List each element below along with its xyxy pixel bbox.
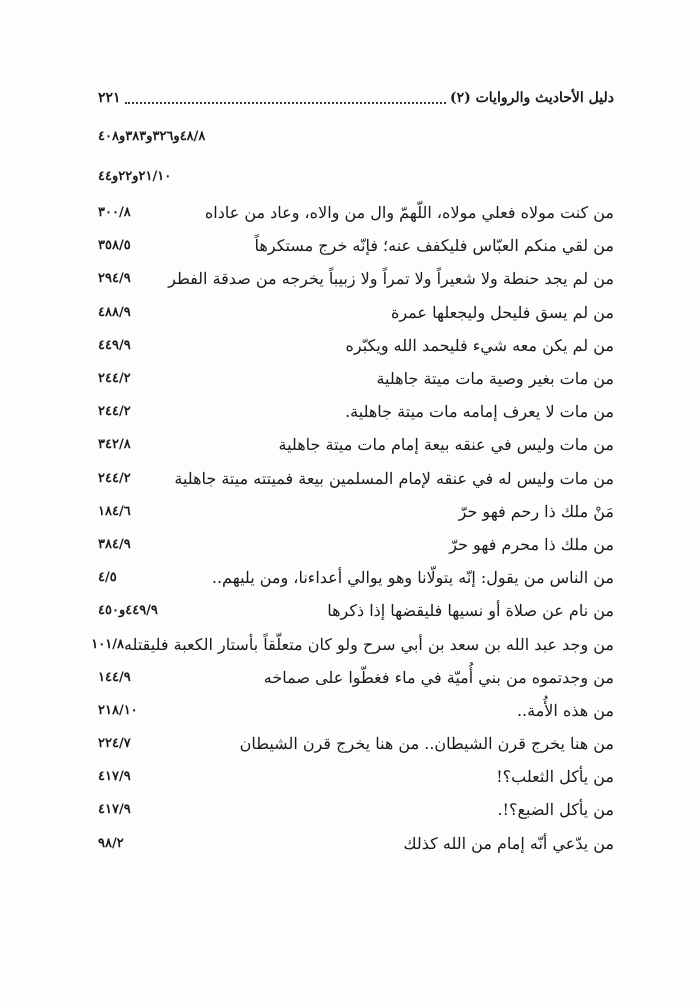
- index-entry: [98, 793, 614, 826]
- entry-text: مَنْ ملك ذا رحم فهو حرّ: [458, 501, 614, 521]
- entry-text: من يدّعي أنّه إمام من الله كذلك: [403, 833, 614, 853]
- index-entry: [98, 760, 614, 793]
- entry-text: من مات لا يعرف إمامه مات ميتة جاهلية.: [345, 402, 614, 422]
- index-entry: [98, 395, 614, 428]
- index-entry: [98, 528, 614, 561]
- index-entry: [98, 594, 614, 627]
- index-entry: [98, 694, 614, 727]
- entry-text: من وجدتموه من بني أُميّة في ماء فغطّوا على صماخه: [263, 667, 614, 687]
- page-number: ٢٢١: [98, 90, 121, 106]
- entry-text: من نام عن صلاة أو نسيها فليقضها إذا ذكرها: [327, 601, 614, 621]
- entry-text: من لم يسق فليحل وليجعلها عمرة: [390, 302, 614, 322]
- index-entry: [98, 116, 614, 156]
- index-entry: [91, 627, 614, 660]
- index-entry: [98, 329, 614, 362]
- index-entry: [98, 561, 614, 594]
- entry-reference: ٢٢٤/٧: [98, 736, 131, 752]
- index-entry: [98, 196, 614, 229]
- index-entry: [98, 495, 614, 528]
- entry-text: من مات وليس له في عنقه لإمام المسلمين بيعة فميتته ميتة جاهلية: [174, 468, 614, 488]
- entry-reference: ١٠١/٨: [91, 636, 124, 652]
- entry-reference: ٢٤٤/٢: [98, 404, 131, 420]
- index-entry: [98, 428, 614, 461]
- index-entry: [98, 661, 614, 694]
- entry-text: من كنت مولاه فعلي مولاه، اللّهمّ وال من والاه، وعاد من عاداه: [204, 203, 614, 223]
- entry-text: من هذه الأُمة..: [516, 700, 614, 720]
- entry-reference: ٤٤٩/٩: [98, 337, 131, 353]
- entry-reference: ٢١٨/١٠: [98, 702, 138, 718]
- entry-text: من ملك ذا محرم فهو حرّ: [449, 534, 614, 554]
- header-title: دليل الأحاديث والروايات (٢): [449, 90, 614, 106]
- entry-reference: ٤١٧/٩: [98, 802, 131, 818]
- entry-reference: ٤/٥: [98, 570, 117, 586]
- index-list: [91, 116, 614, 860]
- entry-reference: ١٨٤/٦: [98, 503, 131, 519]
- entry-reference: ٣٤٢/٨: [98, 437, 131, 453]
- entry-reference: ٤٨/٨و٣٢٦و٣٨٣و٤٠٨: [98, 128, 206, 144]
- dot-leader: [125, 92, 446, 104]
- entry-text: من لم يجد حنطة ولا شعيراً ولا تمراً ولا زبيباً يخرجه من صدقة الفطر: [168, 269, 614, 289]
- index-entry: [98, 156, 614, 196]
- entry-reference: ٩٨/٢: [98, 835, 124, 851]
- entry-text: من لقي منكم العبّاس فليكفف عنه؛ فإنّه خرج مستكرهاً: [254, 236, 614, 256]
- entry-reference: ٣٠٠/٨: [98, 205, 131, 221]
- entry-reference: ٣٥٨/٥: [98, 238, 131, 254]
- entry-text: من يأكل الضبع؟!.: [497, 800, 614, 820]
- entry-text: من مات بغير وصية مات ميتة جاهلية: [376, 369, 614, 389]
- entry-reference: ٣٨٤/٩: [98, 536, 131, 552]
- entry-text: من لم يكن معه شيء فليحمد الله ويكبّره: [345, 335, 614, 355]
- entry-text: من مات وليس في عنقه بيعة إمام مات ميتة جاهلية: [278, 435, 614, 455]
- entry-text: من يأكل الثعلب؟!: [496, 767, 614, 787]
- index-entry: [98, 727, 614, 760]
- entry-text: من الناس من يقول: إنّه يتولّانا وهو يوالي أعداءنا، ومن يليهم..: [211, 568, 614, 588]
- entry-reference: ١٤٤/٩: [98, 669, 131, 685]
- entry-reference: ٤٤٩/٩و٤٥٠: [98, 603, 158, 619]
- index-entry: [98, 462, 614, 495]
- index-entry: [98, 229, 614, 262]
- running-header: [98, 86, 614, 110]
- index-entry: [98, 262, 614, 295]
- entry-reference: ٢٤٤/٢: [98, 371, 131, 387]
- entry-text: من وجد عبد الله بن سعد بن أبي سرح ولو كان متعلّقاً بأستار الكعبة فليقتله: [123, 634, 614, 654]
- entry-text: من هنا يخرج قرن الشيطان.. من هنا يخرج قرن الشيطان: [239, 734, 614, 754]
- entry-reference: ٢٤٤/٢: [98, 470, 131, 486]
- entry-reference: ٢٩٤/٩: [98, 271, 131, 287]
- index-entry: [98, 827, 614, 860]
- index-entry: [98, 362, 614, 395]
- entry-reference: ٤٨٨/٩: [98, 304, 131, 320]
- entry-reference: ٤١٧/٩: [98, 769, 131, 785]
- index-entry: [98, 296, 614, 329]
- entry-reference: ٢١/١٠و٢٢و٤٤: [98, 168, 172, 184]
